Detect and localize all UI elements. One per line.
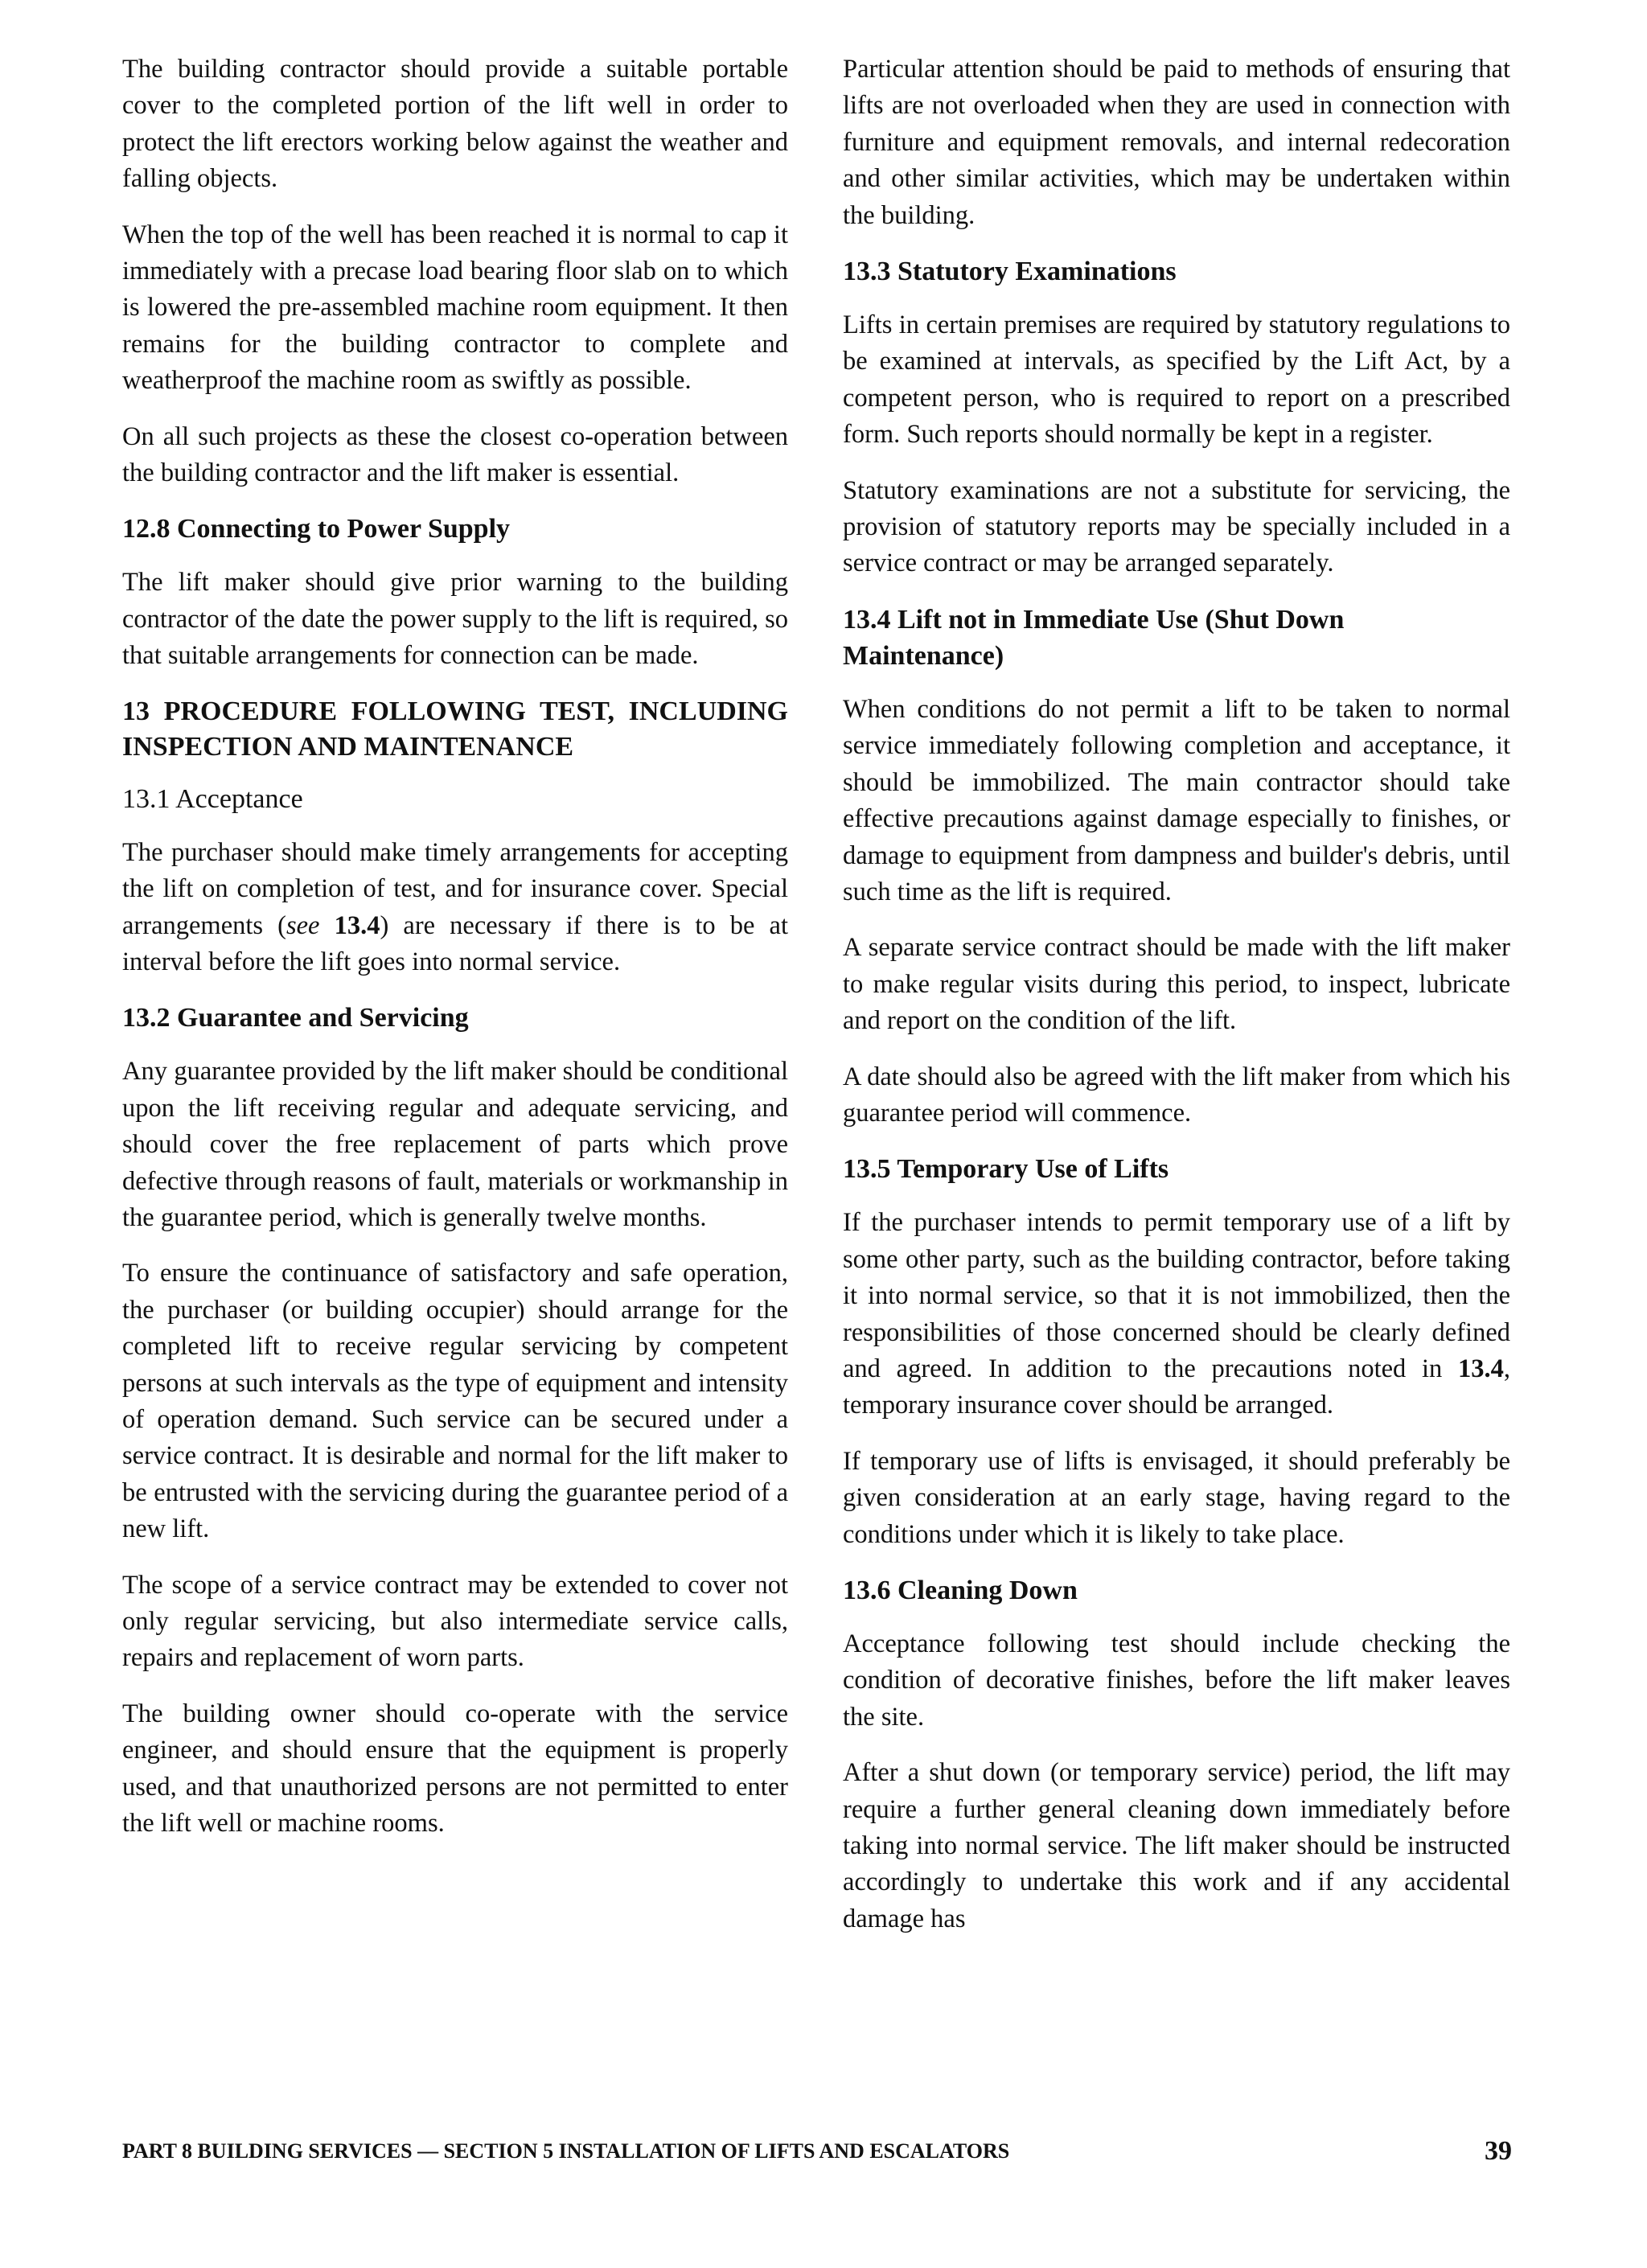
paragraph: Any guarantee provided by the lift maker should be conditional upon the lift receiving regular and adequate servicing, and should cover the free replacement of parts which prove defective through reasons of fault, materials or workmanship in the guarantee period, which is generally twelve months. <box>122 1057 788 1232</box>
paragraph: A date should also be agreed with the lift maker from which his guarantee period will commence. <box>843 1062 1510 1128</box>
clause-reference: 13.4 <box>319 910 380 940</box>
paragraph: The scope of a service contract may be extended to cover not only regular servicing, but also intermediate service calls, repairs and replacement of worn parts. <box>122 1570 788 1673</box>
paragraph: If temporary use of lifts is envisaged, it should preferably be given consideration at an early stage, having regard to the conditions under which it is likely to take place. <box>843 1446 1510 1549</box>
section-heading-12-8: 12.8 Connecting to Power Supply <box>122 514 511 544</box>
section-heading-13: 13 PROCEDURE FOLLOWING TEST, INCLUDING INSPECTION AND MAINTENANCE <box>122 696 788 762</box>
see-reference-word: see <box>285 910 320 940</box>
paragraph: Acceptance following test should include checking the condition of decorative finishes, before the lift maker leaves the site. <box>843 1629 1510 1732</box>
paragraph <box>843 1205 1510 1424</box>
section-heading-13-6: 13.6 Cleaning Down <box>843 1576 1078 1605</box>
paragraph: On all such projects as these the closest co-operation between the building contractor and the lift maker is essential. <box>122 421 788 488</box>
right-column <box>843 51 1510 1957</box>
section-heading-13-3: 13.3 Statutory Examinations <box>843 257 1177 287</box>
text-run: If the purchaser intends to permit temporary use of a lift by some other party, such as the building contractor, before taking it into normal service, so that it is not immobilized, then the responsibilities of those concerned should be clearly defined and agreed. In addition to the precautions noted in <box>843 1208 1510 1383</box>
text-run: , temporary insurance cover should be arranged. <box>843 1354 1510 1420</box>
paragraph: Particular attention should be paid to methods of ensuring that lifts are not overloaded when they are used in connection with furniture and equipment removals, and internal redecoration and other similar activities, which may be undertaken within the building. <box>843 55 1510 230</box>
clause-reference: 13.4 <box>1458 1354 1504 1383</box>
section-heading-13-2: 13.2 Guarantee and Servicing <box>122 1003 469 1033</box>
paragraph: Statutory examinations are not a substitute for servicing, the provision of statutory reports may be specially included in a service contract or may be arranged separately. <box>843 475 1510 578</box>
paragraph: When the top of the well has been reached it is normal to cap it immediately with a precase load bearing floor slab on to which is lowered the pre-assembled machine room equipment. It then remains for the building contractor to complete and weatherproof the machine room as swiftly as possible. <box>122 220 788 396</box>
paragraph: When conditions do not permit a lift to be taken to normal service immediately following completion and acceptance, it should be immobilized. The main contractor should take effective precautions against damage especially to finishes, or damage to equipment from dampness and builder's debris, until such time as the lift is required. <box>843 694 1510 906</box>
section-heading-13-5: 13.5 Temporary Use of Lifts <box>843 1154 1169 1185</box>
text-run: ) are necessary if there is to be at interval before the lift goes into normal service. <box>122 910 788 976</box>
paragraph: The building contractor should provide a suitable portable cover to the completed portion of the lift well in order to protect the lift erectors working below against the weather and falling objects. <box>122 55 788 194</box>
footer-title: PART 8 BUILDING SERVICES — SECTION 5 INSTALLATION OF LIFTS AND ESCALATORS <box>122 2139 1010 2163</box>
section-heading-13-4: 13.4 Lift not in Immediate Use (Shut Down Maintenance) <box>843 604 1345 671</box>
page-number: 39 <box>1485 2136 1512 2166</box>
paragraph: The lift maker should give prior warning to the building contractor of the date the power supply to the lift is required, so that suitable arrangements for connection can be made. <box>122 568 788 671</box>
paragraph: To ensure the continuance of satisfactory and safe operation, the purchaser (or building occupier) should arrange for the completed lift to receive regular servicing by competent persons at such intervals as the type of equipment and intensity of operation demand. Such service can be secured under a service contract. It is desirable and normal for the lift maker to be entrusted with the servicing during the guarantee period of a new lift. <box>122 1259 788 1544</box>
paragraph: After a shut down (or temporary service) period, the lift may require a further general cleaning down immediately before taking into normal service. The lift maker should be instructed accordingly to undertake this work and if any accidental damage has <box>843 1758 1510 1933</box>
text-run: The purchaser should make timely arrangements for accepting the lift on completion of test, and for insurance cover. Special arrangements ( <box>122 837 788 940</box>
paragraph: The building owner should co-operate with the service engineer, and should ensure that the equipment is properly used, and that unauthorized persons are not permitted to enter the lift well or machine rooms. <box>122 1699 788 1839</box>
paragraph: Lifts in certain premises are required by statutory regulations to be examined at intervals, as specified by the Lift Act, by a competent person, who is required to report on a prescribed form. Such reports should normally be kept in a register. <box>843 310 1510 450</box>
paragraph: A separate service contract should be made with the lift maker to make regular visits during this period, to inspect, lubricate and report on the condition of the lift. <box>843 933 1510 1036</box>
section-heading-13-1: 13.1 Acceptance <box>122 783 303 814</box>
page-footer <box>122 2136 1512 2171</box>
left-column <box>122 51 788 1861</box>
paragraph <box>122 835 788 981</box>
